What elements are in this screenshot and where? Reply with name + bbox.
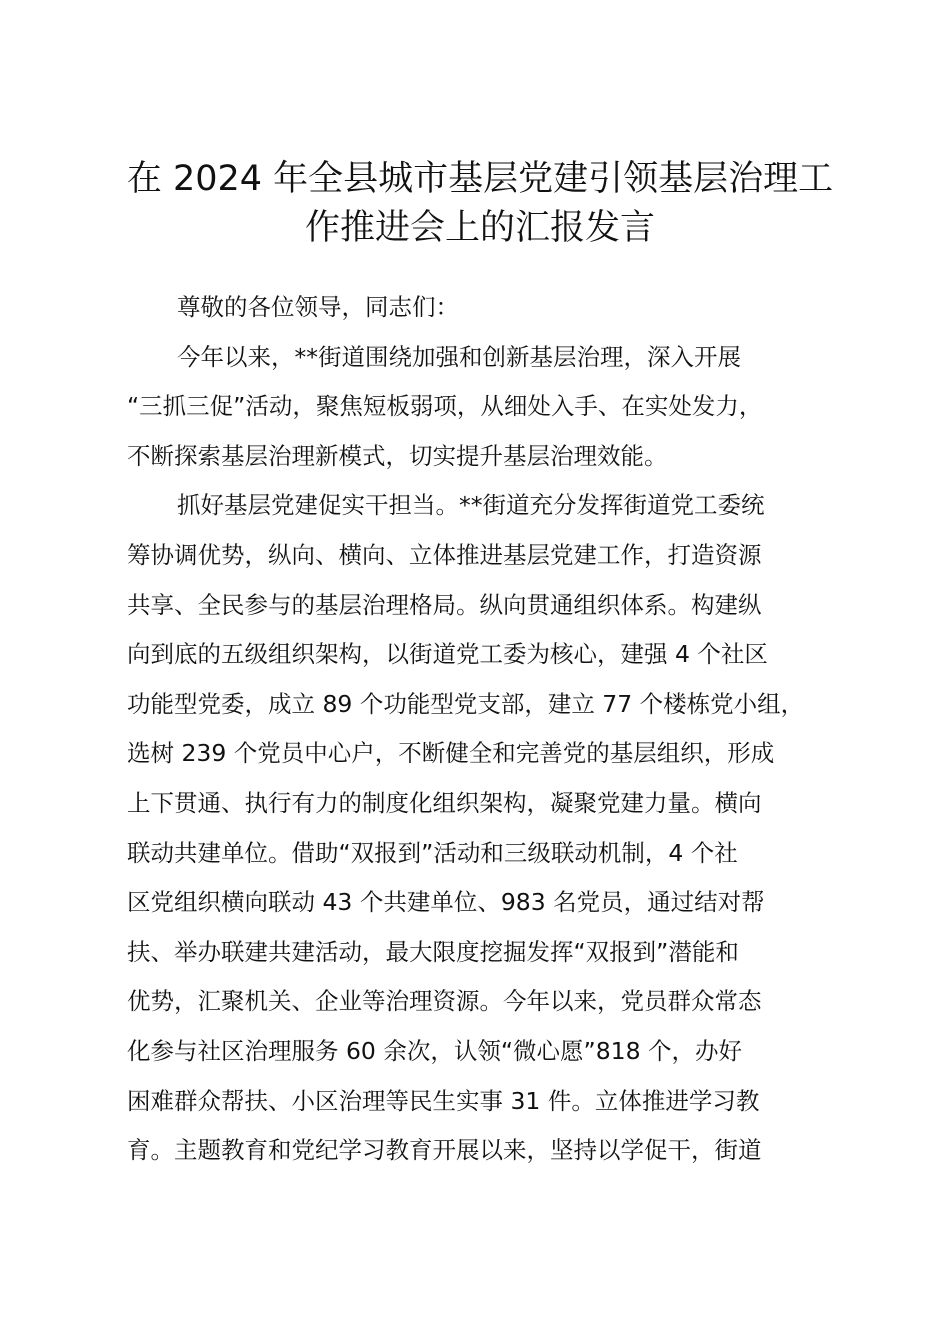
paragraph-line: 优势，汇聚机关、企业等治理资源。今年以来，党员群众常态 <box>127 987 762 1016</box>
paragraph-line: 联动共建单位。借助“双报到”活动和三级联动机制，4 个社 <box>127 838 738 867</box>
paragraph-line: “三抓三促”活动，聚焦短板弱项，从细处入手、在实处发力， <box>127 392 763 421</box>
paragraph-line: 向到底的五级组织架构，以街道党工委为核心，建强 4 个社区 <box>127 640 768 669</box>
paragraph-line: 今年以来，**街道围绕加强和创新基层治理，深入开展 <box>177 342 741 371</box>
title-line: 在 2024 年全县城市基层党建引领基层治理工 <box>126 159 834 199</box>
paragraph-line: 上下贯通、执行有力的制度化组织架构，凝聚党建力量。横向 <box>127 788 762 817</box>
paragraph-line: 共享、全民参与的基层治理格局。纵向贯通组织体系。构建纵 <box>127 590 762 619</box>
paragraph-line: 区党组织横向联动 43 个共建单位、983 名党员，通过结对帮 <box>127 888 765 917</box>
paragraph-line: 困难群众帮扶、小区治理等民生实事 31 件。立体推进学习教 <box>127 1086 760 1115</box>
title-line: 作推进会上的汇报发言 <box>304 208 655 248</box>
paragraph-line: 不断探索基层治理新模式，切实提升基层治理效能。 <box>127 441 668 470</box>
paragraph-line: 功能型党委，成立 89 个功能型党支部，建立 77 个楼栋党小组， <box>127 689 805 718</box>
paragraph-line: 选树 239 个党员中心户，不断健全和完善党的基层组织，形成 <box>127 739 775 768</box>
paragraph-line: 抓好基层党建促实干担当。**街道充分发挥街道党工委统 <box>177 491 765 520</box>
paragraph-line: 扶、举办联建共建活动，最大限度挖掘发挥“双报到”潜能和 <box>127 937 739 966</box>
paragraph-line: 育。主题教育和党纪学习教育开展以来，坚持以学促干，街道 <box>127 1136 762 1165</box>
document-body <box>127 283 867 1176</box>
document-title <box>110 155 850 253</box>
salutation: 尊敬的各位领导，同志们： <box>177 293 459 321</box>
paragraph-line: 筹协调优势，纵向、横向、立体推进基层党建工作，打造资源 <box>127 540 762 569</box>
paragraph-line: 化参与社区治理服务 60 余次，认领“微心愿”818 个，办好 <box>127 1036 743 1065</box>
